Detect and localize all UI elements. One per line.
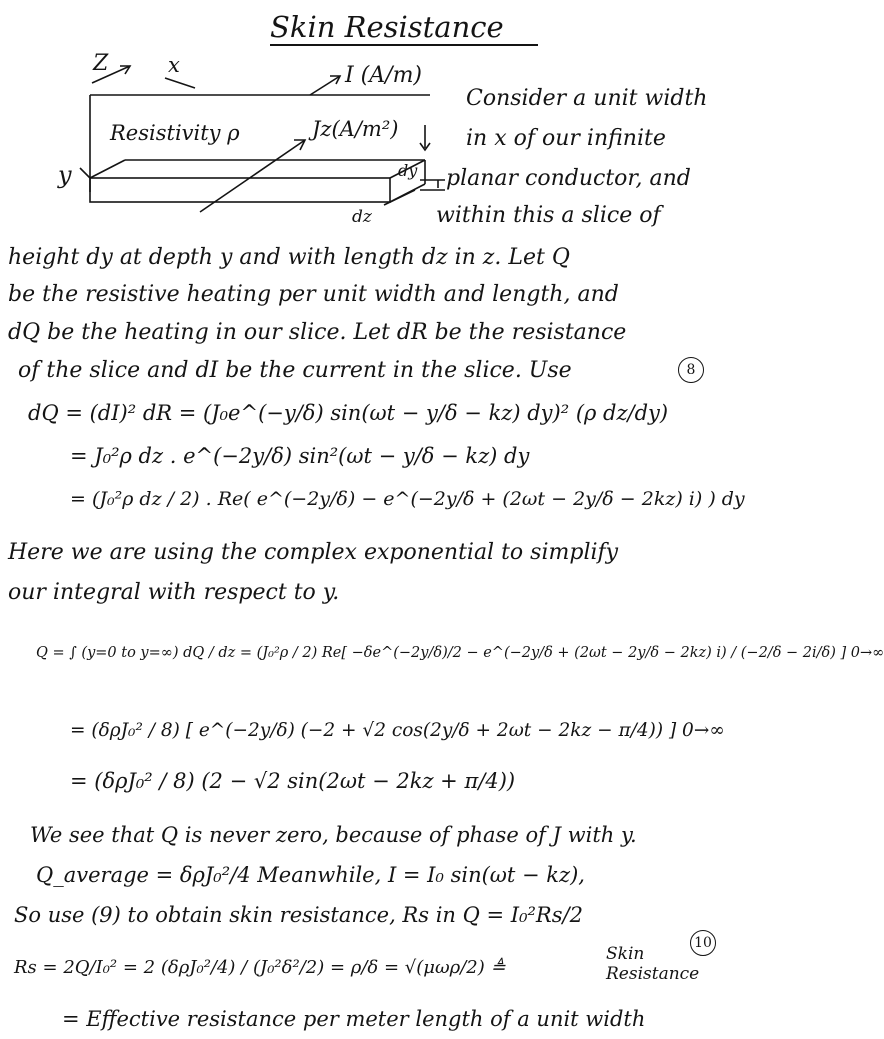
eq-rs: Rs = 2Q/I₀² = 2 (δρJ₀²/4) / (J₀²δ²/2) = ρ/δ = √(μωρ/2) ≜ xyxy=(14,957,506,978)
current-density-arrow xyxy=(200,140,305,212)
skin-resistance-tag: Skin Resistance xyxy=(606,944,700,984)
intro-line-1: Consider a unit width xyxy=(466,86,708,111)
y-axis-label: y xyxy=(58,161,72,189)
y-depth-marker xyxy=(80,168,90,178)
complex-line-2: our integral with respect to y. xyxy=(8,580,340,605)
eq-q-line-3: = (δρJ₀² / 8) (2 − √2 sin(2ωt − 2kz + π/4)) xyxy=(70,769,516,793)
eq-dq-line-2: = J₀²ρ dz . e^(−2y/δ) sin²(ωt − y/δ − kz) dy xyxy=(70,444,530,468)
intro-line-4: within this a slice of xyxy=(436,203,661,228)
intro-line-2: in x of our infinite xyxy=(466,126,666,151)
dz-marker xyxy=(384,190,415,205)
current-label: I (A/m) xyxy=(345,63,423,88)
observation-line-2: Q_average = δρJ₀²/4 Meanwhile, I = I₀ sin(ωt − kz), xyxy=(36,863,585,887)
para-line-2: be the resistive heating per unit width and length, and xyxy=(8,282,619,307)
page-title: Skin Resistance xyxy=(270,10,504,44)
closing-line: = Effective resistance per meter length of a unit width xyxy=(62,1007,646,1031)
eq-dq-line-1: dQ = (dI)² dR = (J₀e^(−y/δ) sin(ωt − y/δ − kz) dy)² (ρ dz/dy) xyxy=(28,401,669,425)
x-axis-arrow xyxy=(165,78,195,88)
observation-line-1: We see that Q is never zero, because of phase of J with y. xyxy=(30,823,637,847)
para-line-3: dQ be the heating in our slice. Let dR be the resistance xyxy=(8,320,627,345)
x-axis-label: x xyxy=(168,53,180,77)
slice-front-face xyxy=(90,178,390,202)
equation-ref-10: 10 xyxy=(690,930,716,956)
equation-ref-8: 8 xyxy=(678,357,704,383)
dy-label: dy xyxy=(398,161,418,180)
para-line-4: of the slice and dI be the current in the slice. Use xyxy=(18,358,572,383)
slice-top-left-edge xyxy=(90,160,125,178)
eq-q-line-1: Q = ∫ (y=0 to y=∞) dQ / dz = (J₀²ρ / 2) Re[ −δe^(−2y/δ)/2 − e^(−2y/δ + (2ωt − 2y/δ − 2kz) i) / (−2/δ − 2i/δ) ] 0→∞ xyxy=(36,645,884,661)
z-axis-label: Z xyxy=(93,51,109,76)
resistivity-label: Resistivity ρ xyxy=(110,121,240,145)
complex-line-1: Here we are using the complex exponential to simplify xyxy=(8,540,619,565)
dz-label: dz xyxy=(352,207,372,227)
eq-dq-line-3: = (J₀²ρ dz / 2) . Re( e^(−2y/δ) − e^(−2y/δ + (2ωt − 2y/δ − 2kz) i) ) dy xyxy=(70,488,745,510)
eq-q-line-2: = (δρJ₀² / 8) [ e^(−2y/δ) (−2 + √2 cos(2y/δ + 2ωt − 2kz − π/4)) ] 0→∞ xyxy=(70,720,725,741)
current-arrow xyxy=(310,76,340,95)
para-line-1: height dy at depth y and with length dz in z. Let Q xyxy=(8,245,570,270)
observation-line-3: So use (9) to obtain skin resistance, Rs in Q = I₀²Rs/2 xyxy=(14,903,583,927)
current-density-label: Jz(A/m²) xyxy=(312,117,399,141)
intro-line-3: planar conductor, and xyxy=(446,166,691,191)
